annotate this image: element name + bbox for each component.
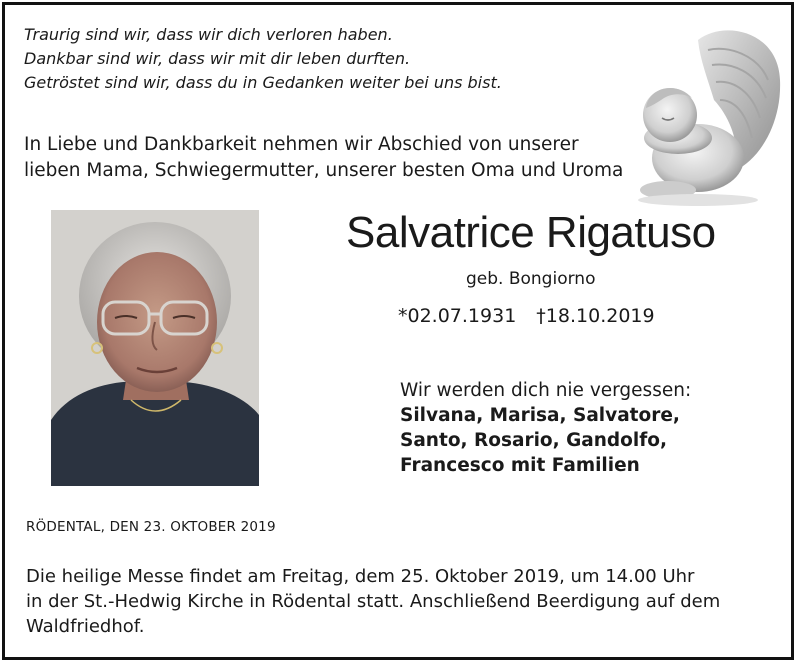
poem-line: Getröstet sind wir, dass du in Gedanken weiter bei uns bist. [24, 73, 502, 92]
deceased-name: Salvatrice Rigatuso [346, 208, 716, 257]
poem [24, 23, 502, 95]
service-info [26, 564, 720, 639]
poem-line: Dankbar sind wir, dass wir mit dir leben durften. [24, 49, 411, 68]
mourner-names-line: Santo, Rosario, Gandolfo, [400, 430, 668, 451]
portrait-photo [51, 210, 259, 486]
mourner-names-line: Silvana, Marisa, Salvatore, [400, 405, 680, 426]
portrait-icon [51, 210, 259, 486]
angel-figurine-image [628, 20, 788, 210]
place-and-date: RÖDENTAL, DEN 23. OKTOBER 2019 [26, 519, 276, 535]
mourners-block [400, 378, 691, 478]
life-dates [398, 302, 655, 330]
mourners-intro: Wir werden dich nie vergessen: [400, 380, 692, 401]
service-line: Die heilige Messe findet am Freitag, dem 25. Oktober 2019, um 14.00 Uhr [26, 566, 695, 587]
angel-icon [628, 20, 788, 210]
intro-line: lieben Mama, Schwiegermutter, unserer besten Oma und Uroma [24, 160, 624, 181]
maiden-name: geb. Bongiorno [466, 269, 596, 289]
service-line: Waldfriedhof. [26, 616, 145, 637]
intro-line: In Liebe und Dankbarkeit nehmen wir Abschied von unserer [24, 134, 579, 155]
death-date: †18.10.2019 [536, 305, 655, 327]
poem-line: Traurig sind wir, dass wir dich verloren haben. [24, 25, 393, 44]
farewell-intro [24, 132, 623, 184]
service-line: in der St.-Hedwig Kirche in Rödental statt. Anschließend Beerdigung auf dem [26, 591, 721, 612]
mourner-names-line: Francesco mit Familien [400, 455, 640, 476]
birth-date: *02.07.1931 [398, 305, 517, 327]
